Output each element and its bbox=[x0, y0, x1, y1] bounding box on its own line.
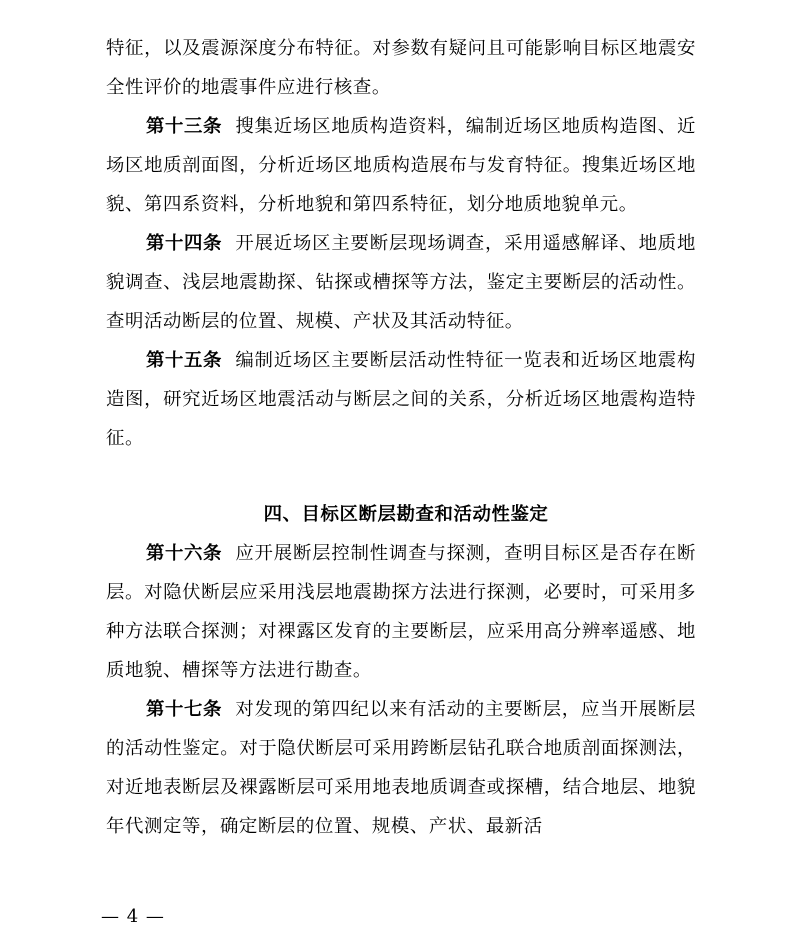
document-body bbox=[106, 29, 696, 846]
article-number: 第十五条 bbox=[146, 350, 223, 371]
page-number: — 4 — bbox=[101, 906, 165, 927]
paragraph-text: 应开展断层控制性调查与探测，查明目标区是否存在断层。对隐伏断层应采用浅层地震勘探方法进行探测，必要时，可采用多种方法联合探测；对裸露区发育的主要断层，应采用高分辨率遥感、地质地貌、槽探等方法进行勘查。 bbox=[106, 543, 696, 681]
article-number: 第十六条 bbox=[146, 543, 223, 564]
article-13-paragraph bbox=[106, 107, 696, 224]
article-number: 第十四条 bbox=[146, 233, 223, 254]
section-spacer bbox=[106, 458, 696, 495]
paragraph-text: 搜集近场区地质构造资料，编制近场区地质构造图、近场区地质剖面图，分析近场区地质构造展布与发育特征。搜集近场区地貌、第四系资料，分析地貌和第四系特征，划分地质地貌单元。 bbox=[106, 116, 696, 215]
section-heading: 四、目标区断层勘查和活动性鉴定 bbox=[263, 504, 549, 525]
article-17-paragraph bbox=[106, 690, 696, 846]
paragraph-text: 开展近场区主要断层现场调查，采用遥感解译、地质地貌调查、浅层地震勘探、钻探或槽探等方法，鉴定主要断层的活动性。查明活动断层的位置、规模、产状及其活动特征。 bbox=[106, 233, 696, 332]
paragraph-text: 特征，以及震源深度分布特征。对参数有疑问且可能影响目标区地震安全性评价的地震事件应进行核查。 bbox=[106, 38, 696, 98]
article-15-paragraph bbox=[106, 341, 696, 458]
paragraph-text: 对发现的第四纪以来有活动的主要断层，应当开展断层的活动性鉴定。对于隐伏断层可采用跨断层钻孔联合地质剖面探测法，对近地表断层及裸露断层可采用地表地质调查或探槽，结合地层、地貌年代测定等，确定断层的位置、规模、产状、最新活 bbox=[106, 699, 696, 837]
article-16-paragraph bbox=[106, 534, 696, 690]
paragraph-text: 编制近场区主要断层活动性特征一览表和近场区地震构造图，研究近场区地震活动与断层之间的关系，分析近场区地震构造特征。 bbox=[106, 350, 696, 449]
article-number: 第十三条 bbox=[146, 116, 223, 137]
article-number: 第十七条 bbox=[146, 699, 223, 720]
article-14-paragraph bbox=[106, 224, 696, 341]
paragraph-continuation bbox=[106, 29, 696, 107]
